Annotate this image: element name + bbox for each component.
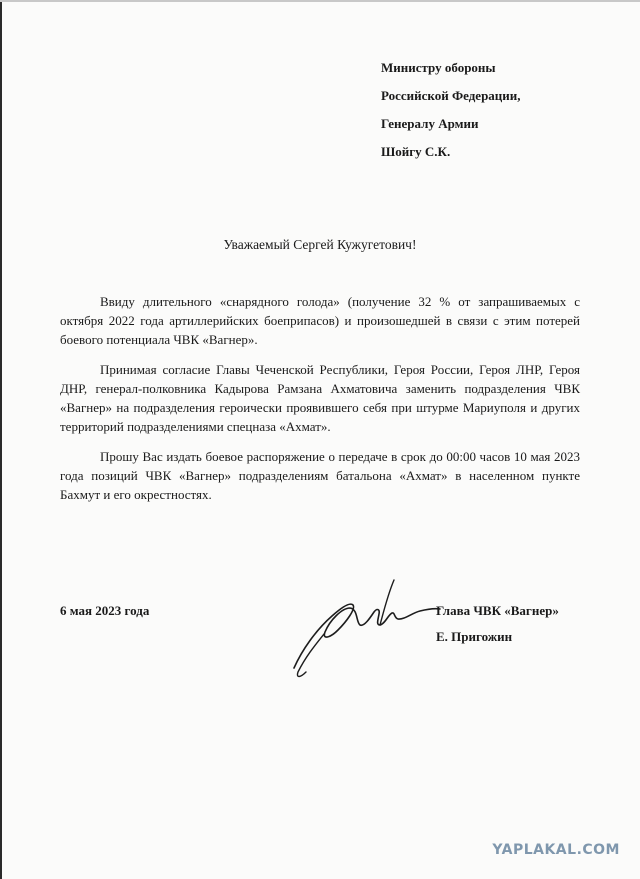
- addressee-line-1: Министру обороны: [381, 60, 496, 75]
- scan-edge-left: [0, 0, 2, 879]
- body-paragraph-3: Прошу Вас издать боевое распоряжение о передаче в срок до 00:00 часов 10 мая 2023 года позиций ЧВК «Вагнер» подразделениям батальона «Ахмат» в населенном пункте Бахмут и его окрестностях.: [60, 449, 580, 502]
- addressee-line-4: Шойгу С.К.: [381, 144, 451, 159]
- addressee-line-2: Российской Федерации,: [381, 88, 521, 103]
- letter-body: [60, 292, 580, 515]
- signature-name: Е. Пригожин: [436, 629, 513, 644]
- addressee-block: [381, 54, 631, 166]
- site-watermark: YAPLAKAL.COM: [492, 842, 620, 858]
- scan-edge-top: [0, 0, 640, 2]
- body-paragraph-2: Принимая согласие Главы Чеченской Республики, Героя России, Героя ЛНР, Героя ДНР, генерал-полковника Кадырова Рамзана Ахматовича заменить подразделения ЧВК «Вагнер» на подразделения героически проявившего себя при штурме Мариуполя и других территорий подразделениями спецназа «Ахмат».: [60, 362, 580, 434]
- signature-date: 6 мая 2023 года: [60, 603, 150, 618]
- handwritten-signature: [280, 568, 450, 688]
- body-paragraph-1: Ввиду длительного «снарядного голода» (получение 32 % от запрашиваемых с октября 2022 года артиллерийских боеприпасов) и произошедшей в связи с этим потерей боевого потенциала ЧВК «Вагнер».: [60, 294, 580, 347]
- addressee-line-3: Генералу Армии: [381, 116, 479, 131]
- greeting: Уважаемый Сергей Кужугетович!: [223, 237, 417, 252]
- signature-title: Глава ЧВК «Вагнер»: [436, 603, 559, 618]
